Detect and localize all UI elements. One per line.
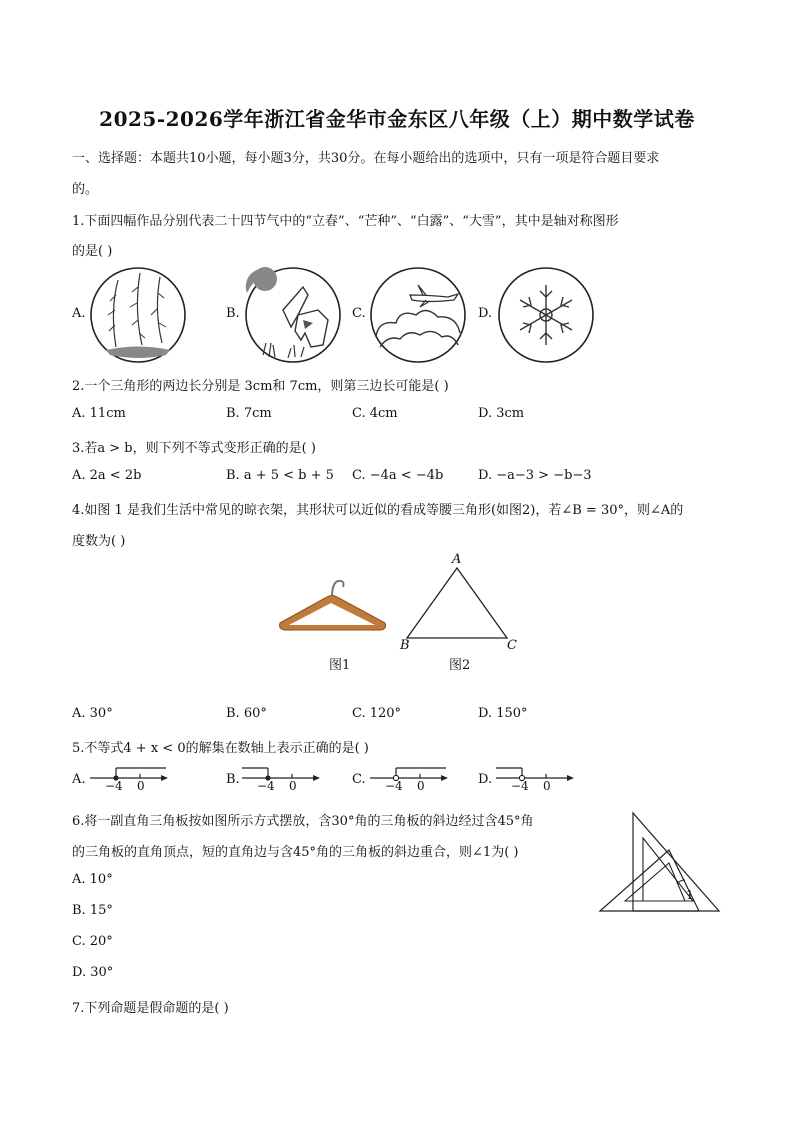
vertex-label-b: B: [400, 638, 410, 653]
q5-option-a-label: A.: [72, 772, 86, 787]
q5-c-tick-0: 0: [417, 779, 425, 793]
clothes-hanger-image: [275, 575, 390, 635]
q4-option-c: C. 120°: [352, 706, 402, 721]
q2-option-c: C. 4cm: [352, 406, 398, 421]
q4-option-d: D. 150°: [478, 706, 528, 721]
q3-option-b: B. a + 5 < b + 5: [226, 468, 334, 483]
q2-option-d: D. 3cm: [478, 406, 525, 421]
q3-text: 3.若a > b，则下列不等式变形正确的是( ): [72, 441, 316, 456]
bailu-artwork-image: [368, 265, 468, 365]
q1-option-d-label: D.: [478, 306, 493, 321]
q6-option-c: C. 20°: [72, 934, 113, 949]
q3-option-a: A. 2a < 2b: [72, 468, 142, 483]
q5-option-d-label: D.: [478, 772, 493, 787]
q1-option-c-label: C.: [352, 306, 366, 321]
page-title: 2025-2026学年浙江省金华市金东区八年级（上）期中数学试卷: [99, 107, 695, 131]
angle-1-label: 1: [686, 888, 694, 902]
q6-option-b: B. 15°: [72, 903, 113, 918]
q2-option-b: B. 7cm: [226, 406, 272, 421]
q5-d-tick-neg4: −4: [511, 779, 529, 793]
vertex-label-a: A: [452, 552, 462, 567]
q4-option-b: B. 60°: [226, 706, 267, 721]
fig1-caption: 图1: [329, 658, 351, 673]
q4-text-cont: 度数为( ): [72, 534, 126, 549]
set-squares-figure: [597, 810, 722, 916]
q6-text: 6.将一副直角三角板按如图所示方式摆放，含30°角的三角板的斜边经过含45°角: [72, 814, 534, 829]
daxue-snowflake-image: [496, 265, 596, 365]
fig2-caption: 图2: [449, 658, 471, 673]
q5-option-b-label: B.: [226, 772, 240, 787]
number-line-d: [494, 762, 579, 782]
q3-option-c: C. −4a < −4b: [352, 468, 444, 483]
q4-option-a: A. 30°: [72, 706, 113, 721]
q2-option-a: A. 11cm: [72, 406, 126, 421]
number-line-c: [368, 762, 453, 782]
section-heading-cont: 的。: [72, 182, 99, 197]
q1-text-cont: 的是( ): [72, 244, 113, 259]
q5-d-tick-0: 0: [543, 779, 551, 793]
q6-text-cont: 的三角板的直角顶点，短的直角边与含45°角的三角板的斜边重合，则∠1为( ): [72, 845, 519, 860]
q5-b-tick-0: 0: [289, 779, 297, 793]
q1-text: 1.下面四幅作品分别代表二十四节气中的“立春”、“芒种”、“白露”、“大雪”，其中是轴对称图形: [72, 214, 619, 229]
q5-c-tick-neg4: −4: [385, 779, 403, 793]
vertex-label-c: C: [507, 638, 517, 653]
q5-b-tick-neg4: −4: [257, 779, 275, 793]
q4-text: 4.如图 1 是我们生活中常见的晾衣架，其形状可以近似的看成等腰三角形(如图2)，若∠B = 30°，则∠A的: [72, 503, 684, 518]
lichun-artwork-image: [88, 265, 188, 365]
q5-a-tick-neg4: −4: [105, 779, 123, 793]
q3-option-d: D. −a−3 > −b−3: [478, 468, 592, 483]
section-heading: 一、选择题：本题共10小题，每小题3分，共30分。在每小题给出的选项中，只有一项是符合题目要求: [72, 151, 660, 166]
q1-option-b-label: B.: [226, 306, 240, 321]
q5-option-c-label: C.: [352, 772, 366, 787]
q6-option-a: A. 10°: [72, 872, 113, 887]
number-line-a: [88, 762, 173, 782]
q2-text: 2.一个三角形的两边长分别是 3cm和 7cm，则第三边长可能是( ): [72, 379, 449, 394]
q5-a-tick-0: 0: [137, 779, 145, 793]
q7-text: 7.下列命题是假命题的是( ): [72, 1001, 229, 1016]
number-line-b: [240, 762, 325, 782]
q1-option-a-label: A.: [72, 306, 86, 321]
q5-text: 5.不等式4 + x < 0的解集在数轴上表示正确的是( ): [72, 741, 369, 756]
q6-option-d: D. 30°: [72, 965, 114, 980]
mangzhong-artwork-image: [243, 265, 343, 365]
